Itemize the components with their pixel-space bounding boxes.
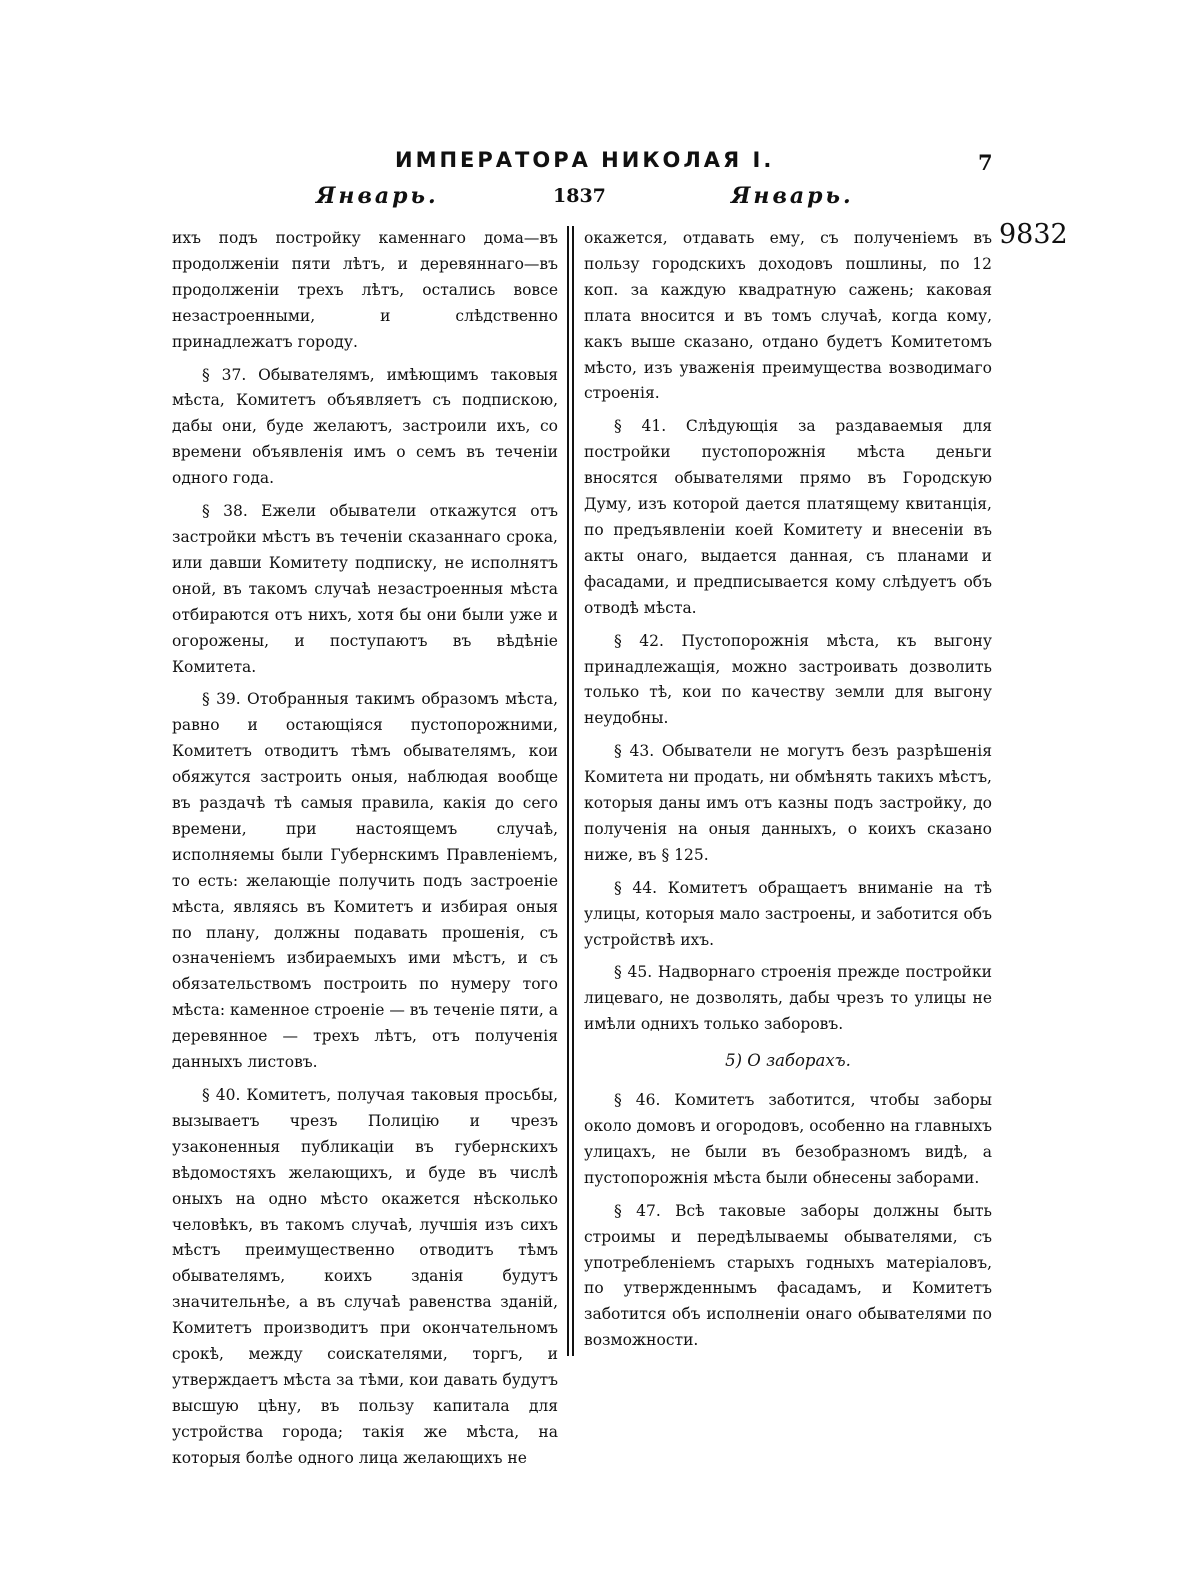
margin-document-number: 9832 — [999, 219, 1068, 250]
right-column — [584, 226, 992, 1361]
date-line — [0, 183, 1191, 219]
paragraph: окажется, отдавать ему, съ полученіемъ въ пользу городскихъ доходовъ пошлины, по 12 коп. за каждую квадратную сажень; каковая плата вносится и въ томъ случаѣ, когда кому, какъ выше сказано, отдано будетъ Комитетомъ мѣсто, изъ уваженія преимущества возводимаго строенія. — [584, 229, 992, 403]
year: 1837 — [553, 185, 606, 207]
paragraph: § 44. Комитетъ обращаетъ вниманіе на тѣ улицы, которыя мало застроены, и заботится объ устройствѣ ихъ. — [584, 878, 992, 949]
month-right: Январь. — [731, 183, 854, 209]
paragraph: § 40. Комитетъ, получая таковыя просьбы, вызываетъ чрезъ Полицію и чрезъ узаконенныя публикаціи въ губернскихъ вѣдомостяхъ желающихъ, и буде въ числѣ оныхъ на одно мѣсто окажется нѣсколько человѣкъ, въ такомъ случаѣ, лучшія изъ сихъ мѣстъ преимущественно отводитъ тѣмъ обывателямъ, коихъ зданія будутъ значительнѣе, а въ случаѣ равенства зданій, Комитетъ производитъ при окончательномъ срокѣ, между соискателями, торгъ, и утверждаетъ мѣста за тѣми, кои давать будутъ высшую цѣну, въ пользу капитала для устройства города; такія же мѣста, на которыя болѣе одного лица желающихъ не — [172, 1086, 558, 1467]
paragraph: § 38. Ежели обыватели откажутся отъ застройки мѣстъ въ теченіи сказаннаго срока, или давши Комитету подписку, не исполнятъ оной, въ такомъ случаѣ незастроенныя мѣста отбираются отъ нихъ, хотя бы они были уже и огорожены, и поступаютъ въ вѣдѣніе Комитета. — [172, 502, 558, 676]
paragraph: § 47. Всѣ таковые заборы должны быть строимы и передѣлываемы обывателями, съ употребленіемъ старыхъ годныхъ матеріаловъ, по утвержденнымъ фасадамъ, и Комитетъ заботится объ исполненіи онаго обывателями по возможности. — [584, 1201, 992, 1350]
paragraph: § 42. Пустопорожнія мѣста, къ выгону принадлежащія, можно застроивать дозволить только тѣ, кои по качеству земли для выгону неудобны. — [584, 631, 992, 728]
page-number: 7 — [978, 150, 993, 175]
page-title: ИМПЕРАТОРА НИКОЛАЯ I. — [395, 148, 775, 172]
running-head — [0, 148, 1191, 184]
paragraph: § 45. Надворнаго строенія прежде постройки лицеваго, не дозволять, дабы чрезъ то улицы не имѣли однихъ только заборовъ. — [584, 963, 992, 1034]
left-column — [172, 226, 558, 1479]
paragraph: § 39. Отобранныя такимъ образомъ мѣста, равно и остающіяся пустопорожними, Комитетъ отводитъ тѣмъ обывателямъ, кои обяжутся застроить оныя, наблюдая вообще въ раздачѣ тѣ самыя правила, какія до сего времени, при настоящемъ случаѣ, исполняемы были Губернскимъ Правленіемъ, то есть: желающіе получить подъ застроеніе мѣста, являясь въ Комитетъ и избирая оныя по плану, должны подавать прошенія, съ означеніемъ избираемыхъ ими мѣстъ, и съ обязательствомъ построить по нумеру того мѣста: каменное строеніе — въ теченіе пяти, а деревянное — трехъ лѣтъ, отъ полученія данныхъ листовъ. — [172, 690, 558, 1072]
paragraph: ихъ подъ постройку каменнаго дома—въ продолженіи пяти лѣтъ, и деревяннаго—въ продолженіи трехъ лѣтъ, остались вовсе незастроенными, и слѣдственно принадлежатъ городу. — [172, 229, 558, 351]
paragraph: § 43. Обыватели не могутъ безъ разрѣшенія Комитета ни продать, ни обмѣнять такихъ мѣстъ, которыя даны имъ отъ казны подъ застройку, до полученія на оныя данныхъ, о коихъ сказано ниже, въ § 125. — [584, 742, 992, 864]
paragraph: § 37. Обывателямъ, имѣющимъ таковыя мѣста, Комитетъ объявляетъ съ подпискою, дабы они, буде желаютъ, застроили ихъ, со времени объявленія имъ о семъ въ теченіи одного года. — [172, 365, 558, 488]
column-divider — [572, 226, 574, 1356]
paragraph: § 46. Комитетъ заботится, чтобы заборы около домовъ и огородовъ, особенно на главныхъ улицахъ, не были въ безобразномъ видѣ, а пустопорожнія мѣста были обнесены заборами. — [584, 1091, 992, 1187]
section-heading: 5) О заборахъ. — [725, 1051, 851, 1071]
month-left: Январь. — [316, 183, 439, 209]
column-divider — [567, 226, 569, 1356]
paragraph: § 41. Слѣдующія за раздаваемыя для постройки пустопорожнія мѣста деньги вносятся обывателями прямо въ Городскую Думу, изъ которой дается платящему квитанція, по предъявленіи коей Комитету и внесеніи въ акты онаго, выдается данная, съ планами и фасадами, и предписывается кому слѣдуетъ объ отводѣ мѣста. — [584, 417, 992, 617]
